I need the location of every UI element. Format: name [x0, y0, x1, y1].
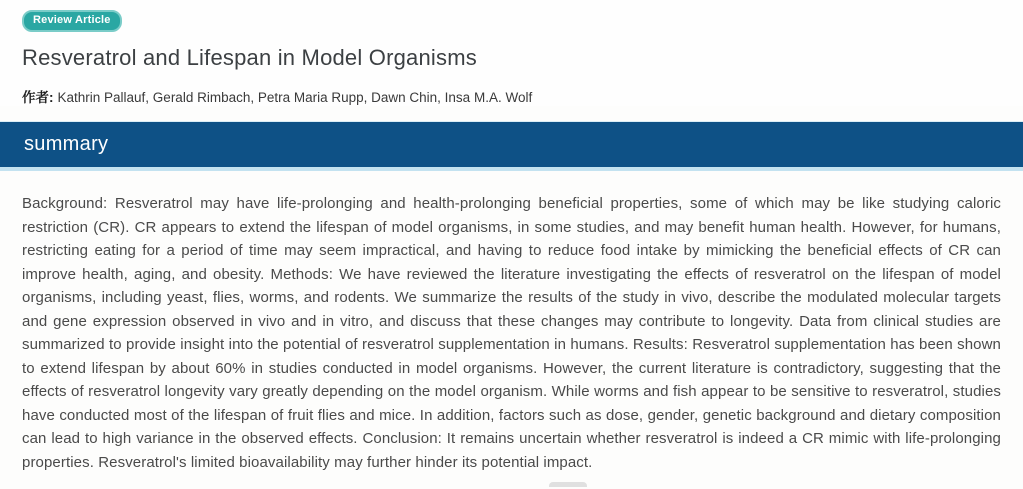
paper-header — [0, 0, 1023, 106]
abstract-section — [0, 171, 1023, 474]
summary-heading: summary — [24, 133, 109, 155]
authors-names: Kathrin Pallauf, Gerald Rimbach, Petra Maria Rupp, Dawn Chin, Insa M.A. Wolf — [57, 90, 533, 105]
abstract-text: Background: Resveratrol may have life-prolonging and health-prolonging beneficial properties, some of which may be like studying caloric restriction (CR). CR appears to extend the lifespan of model organisms, in some studies, and may benefit human health. However, for humans, restricting eating for a period of time may seem impractical, and having to reduce food intake by mimicking the beneficial effects of CR can improve health, aging, and obesity. Methods: We have reviewed the literature investigating the effects of resveratrol on the lifespan of model organisms, including yeast, flies, worms, and rodents. We summarize the results of the study in vivo, describe the modulated molecular targets and gene expression observed in vivo and in vitro, and discuss that these changes may contribute to longevity. Data from clinical studies are summarized to provide insight into the potential of resveratrol supplementation in humans. Results: Resveratrol supplementation has been shown to extend lifespan by about 60% in studies conducted in model organisms. However, the current literature is contradictory, suggesting that the effects of resveratrol longevity vary greatly depending on the model organism. While worms and fish appear to be sensitive to resveratrol, studies have conducted most of the lifespan of fruit flies and mice. In addition, factors such as dose, gender, genetic background and dietary composition can lead to high variance in the observed effects. Conclusion: It remains uncertain whether resveratrol is indeed a CR mimic with life-prolonging properties. Resveratrol's limited bioavailability may further hinder its potential impact. — [22, 195, 1001, 471]
summary-section-bar — [0, 121, 1023, 171]
authors-line — [22, 86, 1001, 106]
review-article-badge: Review Article — [22, 10, 122, 32]
cutoff-partial-element — [549, 482, 587, 487]
authors-label: 作者: — [22, 90, 54, 105]
page-title: Resveratrol and Lifespan in Model Organisms — [22, 45, 477, 70]
